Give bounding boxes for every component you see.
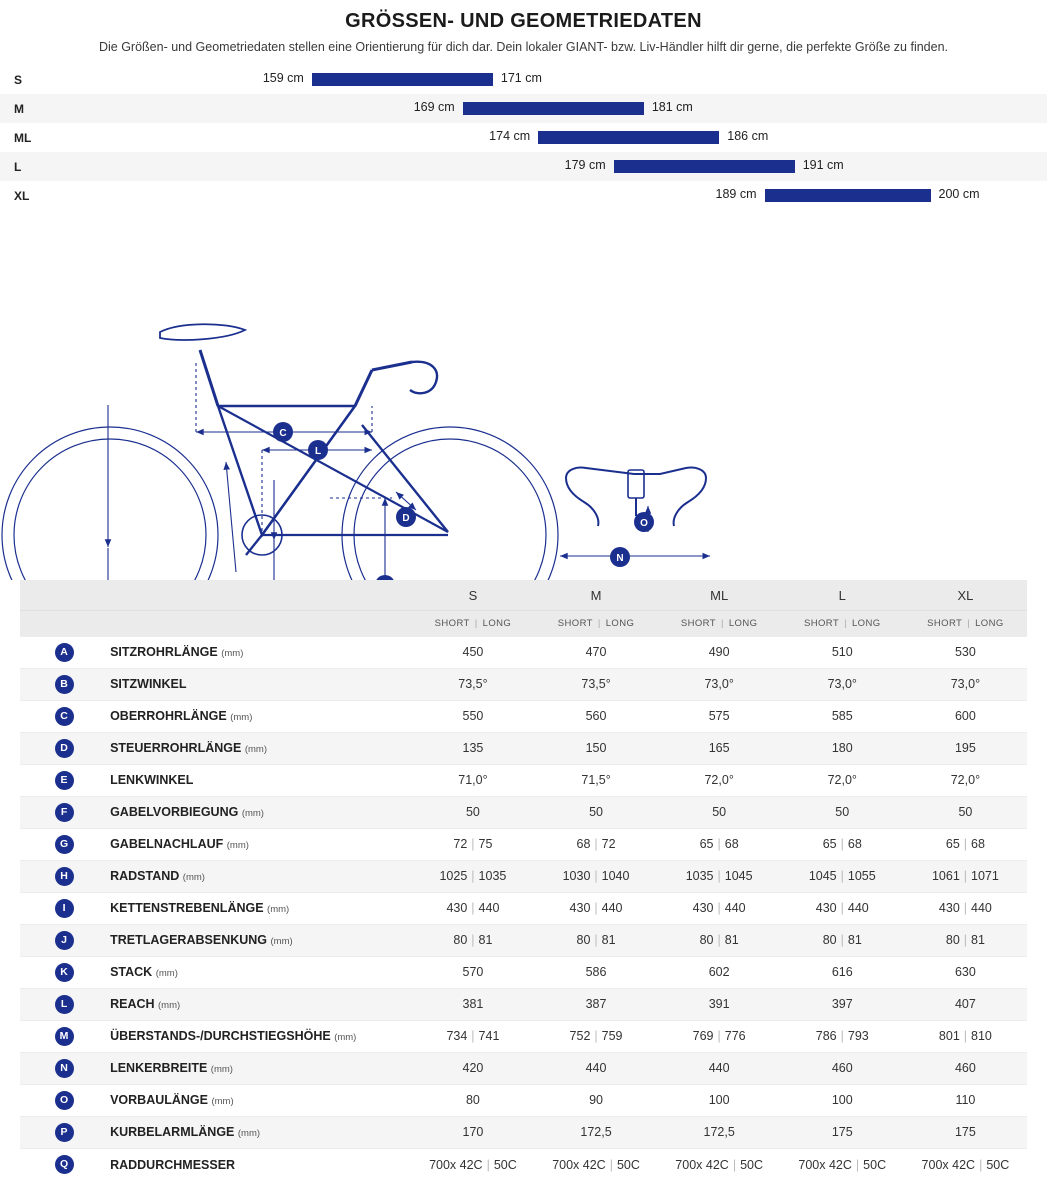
measure-value-l: 397	[781, 988, 904, 1020]
size-range-row	[0, 94, 1047, 123]
size-min-label: 169 cm	[413, 100, 455, 115]
measure-value-ml: 575	[658, 700, 781, 732]
measure-value-m: 387	[534, 988, 657, 1020]
geometry-size-header-m: M	[534, 580, 657, 610]
measure-value-xl: 460	[904, 1052, 1027, 1084]
callout-badge-a-icon: A	[55, 643, 74, 662]
size-max-label: 181 cm	[651, 100, 693, 115]
size-label: M	[14, 101, 24, 116]
size-bar	[614, 160, 795, 173]
measure-value-m: 586	[534, 956, 657, 988]
measure-name: OBERROHRLÄNGE	[110, 709, 227, 724]
long-label: LONG	[482, 617, 512, 629]
geometry-header-spacer	[20, 580, 411, 610]
value-separator: |	[979, 1157, 983, 1172]
measure-value-s: 430 | 440	[411, 892, 534, 924]
geometry-size-header-l: L	[781, 580, 904, 610]
measure-unit: (mm)	[244, 744, 267, 756]
value-separator: |	[594, 1029, 598, 1044]
size-range-table	[0, 65, 1047, 210]
size-bar-cell	[80, 94, 1047, 123]
measure-value-s: 73,5°	[411, 668, 534, 700]
measure-name: GABELVORBIEGUNG	[110, 805, 239, 820]
measure-name: TRETLAGERABSENKUNG	[110, 933, 268, 948]
size-min-label: 159 cm	[262, 71, 304, 86]
size-bar-cell	[80, 152, 1047, 181]
value-separator: |	[963, 1029, 968, 1044]
callout-badge-cell	[20, 1116, 108, 1148]
size-min-label: 179 cm	[564, 158, 606, 173]
value-separator: |	[963, 901, 968, 916]
measure-value-xl: 175	[904, 1116, 1027, 1148]
short-label: SHORT	[804, 617, 840, 629]
measure-value-m: 700x 42C | 50C	[534, 1148, 657, 1180]
shortlong-separator: |	[597, 617, 601, 629]
measure-label	[108, 956, 411, 988]
measure-value-xl: 1061 | 1071	[904, 860, 1027, 892]
measure-name: REACH	[110, 997, 155, 1012]
measure-label	[108, 764, 411, 796]
callout-badge-p-icon: P	[55, 1123, 74, 1142]
measure-value-ml: 490	[658, 636, 781, 668]
callout-badge-h-icon: H	[55, 867, 74, 886]
callout-badge-e-icon: E	[55, 771, 74, 790]
measure-unit: (mm)	[155, 968, 178, 980]
measure-value-s: 734 | 741	[411, 1020, 534, 1052]
callout-badge-g-icon: G	[55, 835, 74, 854]
measure-value-ml: 700x 42C | 50C	[658, 1148, 781, 1180]
callout-badge-cell	[20, 1148, 108, 1180]
callout-badge-c-icon: C	[55, 707, 74, 726]
value-separator: |	[963, 933, 968, 948]
measure-unit: (mm)	[267, 904, 290, 916]
callout-badge-o-icon: O	[55, 1091, 74, 1110]
callout-badge-cell	[20, 924, 108, 956]
measure-label	[108, 668, 411, 700]
measure-value-ml: 172,5	[658, 1116, 781, 1148]
geometry-table-wrapper	[0, 580, 1047, 1180]
measure-value-l: 430 | 440	[781, 892, 904, 924]
measure-value-ml: 80 | 81	[658, 924, 781, 956]
long-label: LONG	[728, 617, 758, 629]
value-separator: |	[963, 869, 968, 884]
measure-value-m: 440	[534, 1052, 657, 1084]
value-separator: |	[609, 1157, 613, 1172]
measure-label	[108, 1148, 411, 1180]
table-row	[20, 828, 1027, 860]
measure-value-xl: 407	[904, 988, 1027, 1020]
measure-name: RADDURCHMESSER	[110, 1157, 236, 1172]
callout-badge-cell	[20, 668, 108, 700]
callout-badge-cell	[20, 636, 108, 668]
measure-value-l: 585	[781, 700, 904, 732]
measure-unit: (mm)	[226, 840, 249, 852]
measure-value-xl: 801 | 810	[904, 1020, 1027, 1052]
size-bar-cell	[80, 65, 1047, 94]
value-separator: |	[594, 837, 598, 852]
measure-unit: (mm)	[270, 936, 293, 948]
measure-value-m: 68 | 72	[534, 828, 657, 860]
shortlong-separator: |	[720, 617, 724, 629]
table-row	[20, 1084, 1027, 1116]
measure-value-l: 50	[781, 796, 904, 828]
table-row	[20, 988, 1027, 1020]
table-row	[20, 1116, 1027, 1148]
size-range-row	[0, 181, 1047, 210]
callout-badge-n-icon: N	[55, 1059, 74, 1078]
size-max-label: 186 cm	[727, 129, 769, 144]
measure-value-l: 180	[781, 732, 904, 764]
measure-value-l: 510	[781, 636, 904, 668]
svg-text:O: O	[640, 518, 648, 530]
geometry-size-header-s: S	[411, 580, 534, 610]
measure-value-s: 50	[411, 796, 534, 828]
measure-value-s: 80 | 81	[411, 924, 534, 956]
measure-name: ÜBERSTANDS-/DURCHSTIEGSHÖHE	[110, 1029, 331, 1044]
measure-name: STACK	[110, 965, 153, 980]
measure-value-l: 65 | 68	[781, 828, 904, 860]
table-row	[20, 1148, 1027, 1180]
measure-value-m: 430 | 440	[534, 892, 657, 924]
table-row	[20, 956, 1027, 988]
value-separator: |	[486, 1157, 490, 1172]
value-separator: |	[471, 869, 475, 884]
table-row	[20, 860, 1027, 892]
geometry-size-header-row	[20, 580, 1027, 610]
table-row	[20, 796, 1027, 828]
measure-unit: (mm)	[237, 1128, 261, 1140]
shortlong-separator: |	[844, 617, 847, 629]
measure-label	[108, 732, 411, 764]
measure-name: VORBAULÄNGE	[110, 1093, 208, 1108]
size-range-row	[0, 123, 1047, 152]
short-label: SHORT	[680, 617, 716, 629]
size-label: L	[14, 159, 22, 174]
size-bar	[538, 131, 719, 144]
value-separator: |	[840, 901, 844, 916]
value-separator: |	[840, 933, 844, 948]
measure-value-s: 450	[411, 636, 534, 668]
measure-value-xl: 50	[904, 796, 1027, 828]
page-header	[0, 0, 1047, 55]
measure-label	[108, 1084, 411, 1116]
measure-unit: (mm)	[158, 1000, 181, 1012]
callout-badge-q-icon: Q	[55, 1155, 74, 1174]
size-label: ML	[14, 130, 32, 145]
measure-value-l: 460	[781, 1052, 904, 1084]
geometry-size-header-xl: XL	[904, 580, 1027, 610]
svg-text:N: N	[616, 553, 624, 565]
measure-unit: (mm)	[211, 1096, 234, 1108]
short-label: SHORT	[927, 617, 963, 629]
measure-value-ml: 73,0°	[658, 668, 781, 700]
callout-badge-cell	[20, 860, 108, 892]
measure-value-xl: 73,0°	[904, 668, 1027, 700]
long-label: LONG	[605, 617, 635, 629]
table-row	[20, 732, 1027, 764]
table-row	[20, 1052, 1027, 1084]
measure-unit: (mm)	[182, 872, 205, 884]
size-bar	[312, 73, 493, 86]
measure-value-s: 71,0°	[411, 764, 534, 796]
size-label: S	[14, 72, 23, 87]
measure-value-ml: 72,0°	[658, 764, 781, 796]
measure-value-m: 50	[534, 796, 657, 828]
measure-name: SITZWINKEL	[110, 677, 187, 692]
table-row	[20, 1020, 1027, 1052]
measure-value-ml: 100	[658, 1084, 781, 1116]
measure-value-ml: 602	[658, 956, 781, 988]
page-title: GRÖSSEN- UND GEOMETRIEDATEN	[345, 10, 702, 32]
measure-label	[108, 1116, 411, 1148]
size-max-label: 171 cm	[500, 71, 542, 86]
svg-text:C: C	[279, 428, 287, 440]
table-row	[20, 924, 1027, 956]
measure-value-xl: 80 | 81	[904, 924, 1027, 956]
value-separator: |	[963, 837, 968, 852]
size-bar-cell	[80, 123, 1047, 152]
measure-name: KETTENSTREBENLÄNGE	[110, 901, 264, 916]
callout-badge-d-icon: D	[55, 739, 74, 758]
measure-label	[108, 860, 411, 892]
measure-value-l: 175	[781, 1116, 904, 1148]
geometry-shortlong-header	[411, 610, 534, 636]
callout-badge-cell	[20, 796, 108, 828]
measure-name: STEUERROHRLÄNGE	[110, 741, 242, 756]
measure-value-s: 80	[411, 1084, 534, 1116]
shortlong-separator: |	[474, 617, 478, 629]
measure-value-xl: 630	[904, 956, 1027, 988]
callout-badge-k-icon: K	[55, 963, 74, 982]
measure-value-m: 1030 | 1040	[534, 860, 657, 892]
size-max-label: 191 cm	[802, 158, 844, 173]
size-min-label: 174 cm	[489, 129, 531, 144]
measure-value-ml: 65 | 68	[658, 828, 781, 860]
shortlong-separator: |	[967, 617, 971, 629]
size-min-label: 189 cm	[715, 187, 757, 202]
measure-value-l: 80 | 81	[781, 924, 904, 956]
measure-value-l: 73,0°	[781, 668, 904, 700]
size-bar-cell	[80, 181, 1047, 210]
measure-value-s: 420	[411, 1052, 534, 1084]
value-separator: |	[594, 933, 598, 948]
measure-name: KURBELARMLÄNGE	[110, 1125, 235, 1140]
value-separator: |	[855, 1157, 860, 1172]
measure-value-s: 170	[411, 1116, 534, 1148]
callout-badge-cell	[20, 1052, 108, 1084]
long-label: LONG	[975, 617, 1004, 629]
measure-name: SITZROHRLÄNGE	[110, 645, 218, 660]
measure-value-ml: 430 | 440	[658, 892, 781, 924]
value-separator: |	[717, 1029, 721, 1044]
measure-unit: (mm)	[210, 1064, 233, 1076]
callout-badge-b-icon: B	[55, 675, 74, 694]
geometry-shortlong-header	[534, 610, 657, 636]
measure-value-ml: 769 | 776	[658, 1020, 781, 1052]
value-separator: |	[471, 837, 475, 852]
measure-value-s: 700x 42C | 50C	[411, 1148, 534, 1180]
measure-value-s: 135	[411, 732, 534, 764]
value-separator: |	[471, 933, 475, 948]
value-separator: |	[840, 869, 844, 884]
callout-badge-f-icon: F	[55, 803, 74, 822]
size-range-row	[0, 65, 1047, 94]
measure-unit: (mm)	[334, 1032, 357, 1044]
geometry-shortlong-header	[904, 610, 1027, 636]
measure-value-ml: 50	[658, 796, 781, 828]
measure-name: GABELNACHLAUF	[110, 837, 224, 852]
measure-value-m: 470	[534, 636, 657, 668]
table-row	[20, 636, 1027, 668]
measure-value-l: 616	[781, 956, 904, 988]
bike-geometry-diagram	[0, 210, 1047, 580]
callout-badge-cell	[20, 892, 108, 924]
measure-value-s: 72 | 75	[411, 828, 534, 860]
callout-badge-j-icon: J	[55, 931, 74, 950]
geometry-size-header-ml: ML	[658, 580, 781, 610]
measure-value-m: 752 | 759	[534, 1020, 657, 1052]
measure-value-l: 1045 | 1055	[781, 860, 904, 892]
value-separator: |	[717, 837, 721, 852]
size-range-row	[0, 152, 1047, 181]
callout-badge-cell	[20, 828, 108, 860]
svg-text:L: L	[314, 446, 322, 458]
geometry-shortlong-header	[658, 610, 781, 636]
table-row	[20, 668, 1027, 700]
measure-value-ml: 440	[658, 1052, 781, 1084]
svg-text:D: D	[402, 513, 410, 525]
value-separator: |	[717, 933, 721, 948]
callout-badge-cell	[20, 988, 108, 1020]
measure-label	[108, 1020, 411, 1052]
measure-value-ml: 165	[658, 732, 781, 764]
measure-value-ml: 1035 | 1045	[658, 860, 781, 892]
measure-value-l: 700x 42C | 50C	[781, 1148, 904, 1180]
measure-value-l: 100	[781, 1084, 904, 1116]
callout-badge-cell	[20, 1020, 108, 1052]
callout-badge-cell	[20, 956, 108, 988]
measure-value-m: 150	[534, 732, 657, 764]
measure-value-s: 550	[411, 700, 534, 732]
callout-badge-cell	[20, 700, 108, 732]
measure-value-m: 71,5°	[534, 764, 657, 796]
callout-badge-cell	[20, 764, 108, 796]
measure-label	[108, 1052, 411, 1084]
size-max-label: 200 cm	[938, 187, 980, 202]
callout-badge-cell	[20, 732, 108, 764]
measure-label	[108, 636, 411, 668]
measure-value-m: 560	[534, 700, 657, 732]
callout-badge-i-icon: I	[55, 899, 74, 918]
value-separator: |	[594, 869, 598, 884]
measure-label	[108, 828, 411, 860]
geometry-table	[20, 580, 1027, 1180]
short-label: SHORT	[434, 617, 470, 629]
value-separator: |	[732, 1157, 737, 1172]
measure-value-m: 90	[534, 1084, 657, 1116]
measure-value-xl: 430 | 440	[904, 892, 1027, 924]
size-label: XL	[14, 188, 30, 203]
measure-unit: (mm)	[230, 712, 253, 724]
measure-value-xl: 110	[904, 1084, 1027, 1116]
measure-name: LENKERBREITE	[110, 1061, 208, 1076]
measure-value-xl: 195	[904, 732, 1027, 764]
measure-name: RADSTAND	[110, 869, 180, 884]
measure-label	[108, 988, 411, 1020]
measure-value-xl: 530	[904, 636, 1027, 668]
size-bar	[463, 102, 644, 115]
value-separator: |	[717, 869, 721, 884]
measure-value-xl: 65 | 68	[904, 828, 1027, 860]
table-row	[20, 700, 1027, 732]
value-separator: |	[840, 1029, 844, 1044]
geometry-subheader-spacer	[20, 610, 411, 636]
measure-value-m: 80 | 81	[534, 924, 657, 956]
measure-label	[108, 700, 411, 732]
measure-label	[108, 924, 411, 956]
page-subtitle: Die Größen- und Geometriedaten stellen eine Orientierung für dich dar. Dein lokaler GIANT- bzw. Liv-Händler hilft dir gerne, die perfekte Größe zu finden.	[98, 40, 949, 54]
callout-badge-cell	[20, 1084, 108, 1116]
measure-value-l: 72,0°	[781, 764, 904, 796]
callout-badge-m-icon: M	[55, 1027, 74, 1046]
geometry-shortlong-header-row	[20, 610, 1027, 636]
value-separator: |	[471, 1029, 475, 1044]
table-row	[20, 892, 1027, 924]
table-row	[20, 764, 1027, 796]
measure-value-xl: 700x 42C | 50C	[904, 1148, 1027, 1180]
measure-value-l: 786 | 793	[781, 1020, 904, 1052]
measure-value-s: 570	[411, 956, 534, 988]
measure-value-m: 73,5°	[534, 668, 657, 700]
value-separator: |	[594, 901, 598, 916]
measure-value-xl: 600	[904, 700, 1027, 732]
value-separator: |	[471, 901, 475, 916]
measure-label	[108, 892, 411, 924]
geometry-shortlong-header	[781, 610, 904, 636]
measure-value-ml: 391	[658, 988, 781, 1020]
measure-name: LENKWINKEL	[110, 773, 194, 788]
short-label: SHORT	[557, 617, 593, 629]
long-label: LONG	[851, 617, 881, 629]
measure-unit: (mm)	[241, 808, 264, 820]
callout-badge-l-icon: L	[55, 995, 74, 1014]
size-bar	[765, 189, 931, 202]
measure-label	[108, 796, 411, 828]
value-separator: |	[840, 837, 844, 852]
measure-value-xl: 72,0°	[904, 764, 1027, 796]
measure-value-s: 381	[411, 988, 534, 1020]
measure-unit: (mm)	[221, 648, 244, 660]
measure-value-m: 172,5	[534, 1116, 657, 1148]
value-separator: |	[717, 901, 721, 916]
measure-value-s: 1025 | 1035	[411, 860, 534, 892]
